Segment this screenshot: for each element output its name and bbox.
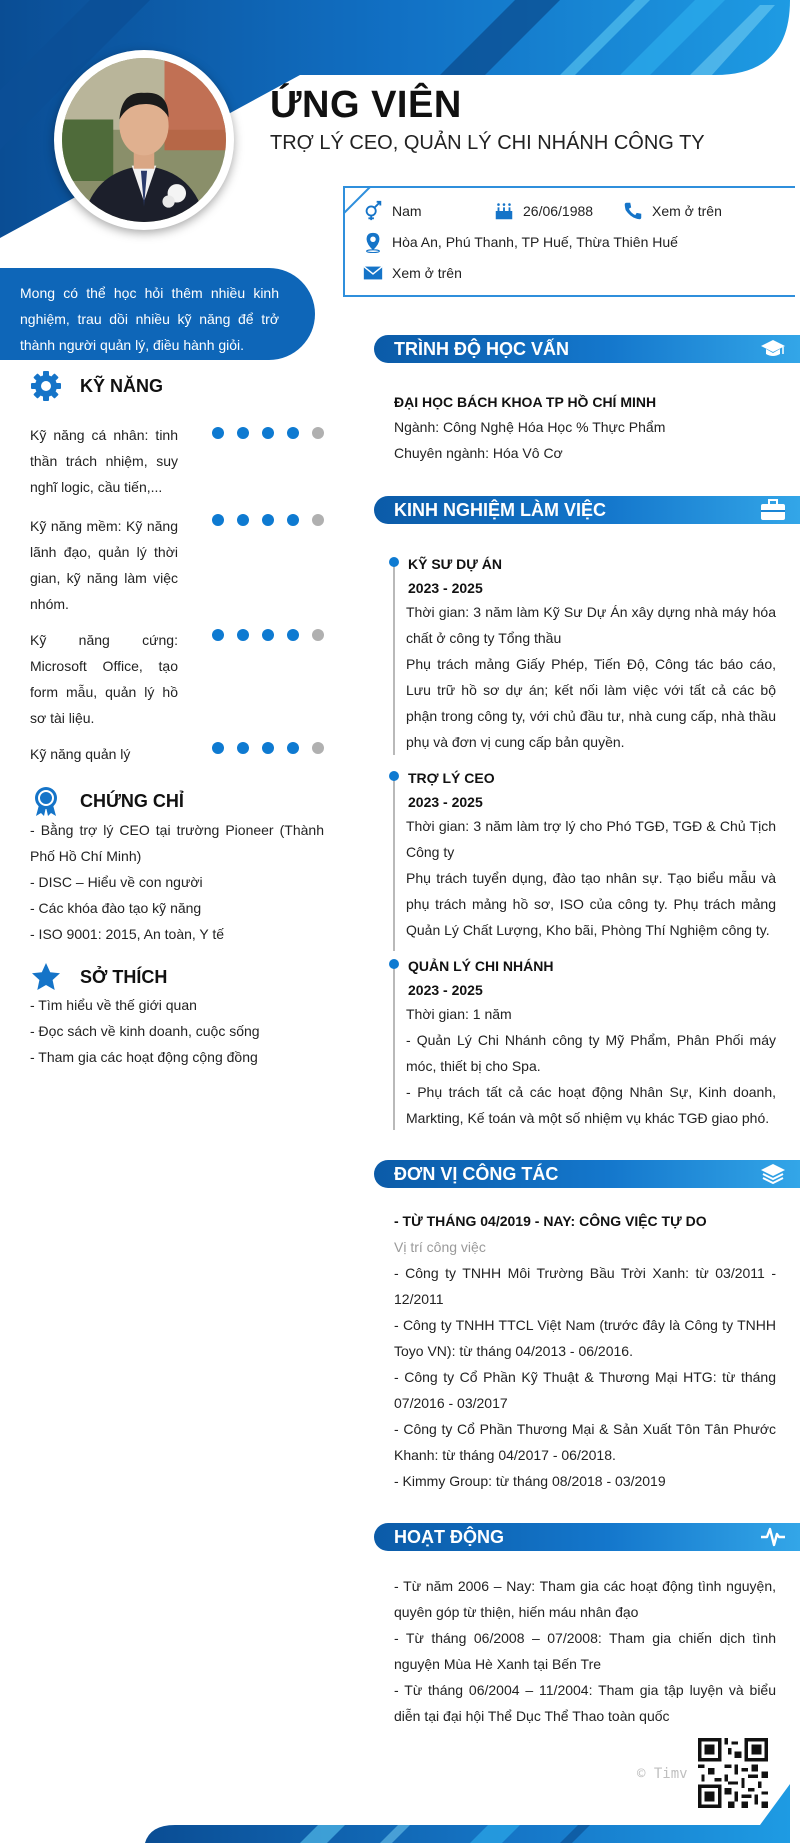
activities-title: HOẠT ĐỘNG	[394, 1527, 504, 1547]
skill-label: Kỹ năng cứng: Microsoft Office, tạo form mẫu, quản lý hồ sơ tài liệu.	[30, 632, 178, 726]
education-heading	[374, 335, 800, 363]
timeline-line	[393, 965, 395, 1130]
rating-dot-filled	[262, 514, 274, 526]
envelope-icon	[362, 262, 384, 284]
job-years: 2023 - 2025	[408, 580, 483, 596]
rating-dot-filled	[212, 742, 224, 754]
location-pin-icon	[362, 231, 384, 253]
rating-dot-filled	[237, 742, 249, 754]
education-school: ĐẠI HỌC BÁCH KHOA TP HỒ CHÍ MINH	[394, 394, 657, 410]
timeline-dot	[389, 771, 399, 781]
skill-rating	[212, 427, 324, 439]
phone-value: Xem ở trên	[652, 203, 722, 219]
rating-dot-filled	[212, 427, 224, 439]
candidate-name: ỨNG VIÊN	[270, 84, 462, 126]
rating-dot-empty	[312, 629, 324, 641]
address-value: Hòa An, Phú Thanh, TP Huế, Thừa Thiên Huế	[392, 234, 678, 250]
rating-dot-filled	[287, 629, 299, 641]
phone-icon	[622, 200, 644, 222]
job-title: KỸ SƯ DỰ ÁN	[408, 556, 503, 572]
workplace-item: - Công ty TNHH TTCL Việt Nam (trước đây là Công ty TNHH Toyo VN): từ tháng 04/2013 - 06/2016.	[394, 1317, 776, 1359]
activity-item: - Từ tháng 06/2004 – 11/2004: Tham gia tập luyện và biểu diễn tại đại hội Thể Dục Thể Thao toàn quốc	[394, 1682, 776, 1724]
email-value: Xem ở trên	[392, 265, 462, 281]
job-detail: - Phụ trách tất cả các hoạt động Nhân Sự, Kinh doanh, Markting, Kế toán và một số nhiệm vụ khác TGĐ giao phó.	[406, 1084, 776, 1126]
education-major: Ngành: Công Nghệ Hóa Học % Thực Phẩm	[394, 419, 666, 435]
education-specialty: Chuyên ngành: Hóa Vô Cơ	[394, 445, 563, 461]
rating-dot-filled	[237, 427, 249, 439]
contact-phone	[622, 200, 722, 222]
certificates-heading	[30, 785, 184, 817]
career-objective: Mong có thể học hỏi thêm nhiều kinh nghiệm, trau dồi nhiều kỹ năng để trở thành người quản lý, điều hành giỏi.	[0, 268, 315, 360]
certificate-item: - Các khóa đào tạo kỹ năng	[30, 900, 202, 916]
activities-heading	[374, 1523, 800, 1551]
skill-rating	[212, 629, 324, 641]
timeline-dot	[389, 557, 399, 567]
birthday-value: 26/06/1988	[523, 203, 594, 219]
certificate-item: - ISO 9001: 2015, An toàn, Y tế	[30, 926, 225, 942]
skill-label: Kỹ năng quản lý	[30, 746, 131, 762]
rating-dot-filled	[287, 427, 299, 439]
job-detail: - Quản Lý Chi Nhánh công ty Mỹ Phẩm, Phân Phối máy móc, thiết bị cho Spa.	[406, 1032, 776, 1074]
gender-icon	[362, 200, 384, 222]
avatar	[54, 50, 234, 230]
certificate-item: - DISC – Hiểu về con người	[30, 874, 203, 890]
activity-item: - Từ tháng 06/2008 – 07/2008: Tham gia chiến dịch tình nguyện Mùa Hè Xanh tại Bến Tre	[394, 1630, 776, 1672]
skill-label: Kỹ năng cá nhân: tinh thần trách nhiệm, suy nghĩ logic, cầu tiến,...	[30, 427, 178, 495]
job-years: 2023 - 2025	[408, 982, 483, 998]
timeline-dot	[389, 959, 399, 969]
rating-dot-filled	[212, 629, 224, 641]
candidate-role: TRỢ LÝ CEO, QUẢN LÝ CHI NHÁNH CÔNG TY	[270, 132, 705, 154]
rating-dot-filled	[262, 742, 274, 754]
hobby-item: - Tham gia các hoạt động cộng đồng	[30, 1049, 258, 1065]
rating-dot-filled	[262, 427, 274, 439]
rating-dot-filled	[287, 514, 299, 526]
rating-dot-empty	[312, 742, 324, 754]
job-detail: Thời gian: 3 năm làm trợ lý cho Phó TGĐ, TGĐ & Chủ Tịch Công ty	[406, 818, 776, 860]
hobby-item: - Tìm hiểu về thế giới quan	[30, 997, 197, 1013]
job-detail: Phụ trách mảng Giấy Phép, Tiến Độ, Công tác báo cáo, Lưu trữ hồ sơ dự án; kết nối làm việc với tất cả các bộ phận trong công ty, với chủ đầu tư, nhà cung cấp, nhà thầu phụ và đơn vị cung cấp bản quyền.	[406, 656, 776, 750]
hobby-item: - Đọc sách về kinh doanh, cuộc sống	[30, 1023, 260, 1039]
contact-birthday	[493, 200, 593, 222]
skills-heading	[30, 370, 163, 402]
graduation-cap-icon	[760, 338, 786, 360]
job-title: TRỢ LÝ CEO	[408, 770, 495, 786]
job-detail: Thời gian: 3 năm làm Kỹ Sư Dự Án xây dựng nhà máy hóa chất ở công ty Tổng thầu	[406, 604, 776, 646]
certificates-title: CHỨNG CHỈ	[80, 790, 184, 811]
certificate-item: - Bằng trợ lý CEO tại trường Pioneer (Thành Phố Hồ Chí Minh)	[30, 822, 324, 864]
watermark: © Timv	[637, 1766, 688, 1782]
rating-dot-filled	[237, 514, 249, 526]
skill-rating	[212, 742, 324, 754]
qr-code	[698, 1738, 768, 1808]
rating-dot-empty	[312, 427, 324, 439]
skills-title: KỸ NĂNG	[80, 375, 164, 396]
contact-gender	[362, 200, 422, 222]
job-detail: Phụ trách tuyển dụng, đào tạo nhân sự. Tạo biểu mẫu và phụ trách mảng hồ sơ, ISO của công ty. Phụ trách mảng Quản Lý Chất Lượng, Kho bãi, Phòng Thí Nghiệm công ty.	[406, 870, 776, 938]
workplace-item: - Công ty TNHH Môi Trường Bầu Trời Xanh: từ 03/2011 - 12/2011	[394, 1265, 776, 1307]
workplace-item: - Công ty Cổ Phần Kỹ Thuật & Thương Mại HTG: từ tháng 07/2016 - 03/2017	[394, 1369, 776, 1411]
workplace-item: - Công ty Cổ Phần Thương Mại & Sản Xuất Tôn Tân Phước Khanh: từ tháng 04/2017 - 06/2018.	[394, 1421, 776, 1463]
experience-heading	[374, 496, 800, 524]
gear-icon	[30, 370, 62, 402]
hobbies-title: SỞ THÍCH	[80, 966, 168, 987]
gender-value: Nam	[392, 203, 422, 219]
birthday-cake-icon	[493, 200, 515, 222]
workplaces-heading	[374, 1160, 800, 1188]
award-badge-icon	[30, 785, 62, 817]
job-title: QUẢN LÝ CHI NHÁNH	[408, 958, 554, 974]
star-icon	[30, 961, 62, 993]
activity-item: - Từ năm 2006 – Nay: Tham gia các hoạt động tình nguyện, quyên góp từ thiện, hiến máu nhân đạo	[394, 1578, 776, 1620]
rating-dot-filled	[262, 629, 274, 641]
briefcase-icon	[760, 499, 786, 521]
rating-dot-filled	[212, 514, 224, 526]
rating-dot-empty	[312, 514, 324, 526]
layers-icon	[760, 1163, 786, 1185]
contact-email	[362, 262, 462, 284]
contact-address	[362, 231, 678, 253]
education-title: TRÌNH ĐỘ HỌC VẤN	[394, 339, 569, 359]
timeline-line	[393, 563, 395, 755]
workplace-item: - Kimmy Group: từ tháng 08/2018 - 03/2019	[394, 1473, 666, 1489]
experience-title: KINH NGHIỆM LÀM VIỆC	[394, 500, 607, 520]
pulse-icon	[760, 1526, 786, 1548]
hobbies-heading	[30, 961, 167, 993]
skill-rating	[212, 514, 324, 526]
workplace-position: Vị trí công việc	[394, 1239, 486, 1255]
workplaces-title: ĐƠN VỊ CÔNG TÁC	[394, 1164, 559, 1184]
workplace-headline: - TỪ THÁNG 04/2019 - NAY: CÔNG VIỆC TỰ DO	[394, 1213, 707, 1229]
timeline-line	[393, 777, 395, 951]
job-years: 2023 - 2025	[408, 794, 483, 810]
rating-dot-filled	[237, 629, 249, 641]
job-detail: Thời gian: 1 năm	[406, 1006, 512, 1022]
skill-label: Kỹ năng mềm: Kỹ năng lãnh đạo, quản lý thời gian, kỹ năng làm việc nhóm.	[30, 518, 178, 612]
rating-dot-filled	[287, 742, 299, 754]
